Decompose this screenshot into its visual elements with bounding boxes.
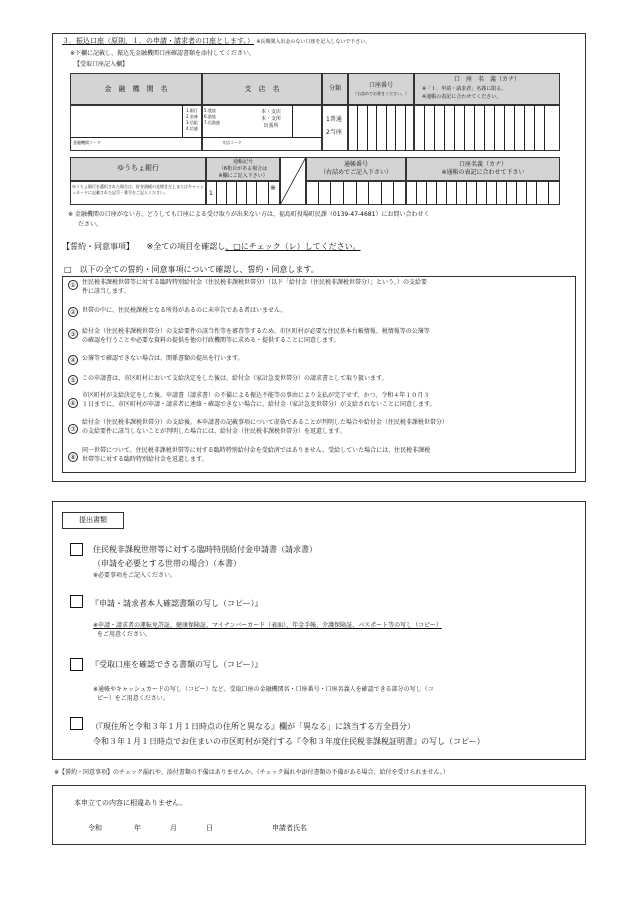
yucho-number-header-line: （右詰めでご記入下さい） xyxy=(319,169,392,176)
doc-checkbox-4[interactable] xyxy=(70,717,83,730)
pledge-agree-checkbox[interactable]: □ 以下の全ての誓約・同意事項について確認し、誓約・同意します。 xyxy=(64,265,319,274)
diagonal-slash xyxy=(280,157,306,205)
pledge-item-line: 世帯等に対する臨時特別給付金を返還します。 xyxy=(82,456,208,463)
applicant-name-label: 申請者氏名 xyxy=(272,824,307,832)
bank-type: 5.農協 xyxy=(204,108,216,113)
yucho-holder-header-line: 口座名義（カナ） xyxy=(458,161,507,168)
documents-title: 提出書類 xyxy=(79,516,107,524)
yucho-symbol-header-line: ※欄にご記入下さい） xyxy=(218,173,268,179)
yucho-symbol-header xyxy=(206,159,280,180)
yucho-title: ゆうちょ銀行 xyxy=(117,164,159,172)
yucho-description: ゆうちょ銀行を選択された場合は、貯金通帳の見開き左上またはキャッシュカードに記載された記号・番号をご記入ください。 xyxy=(72,184,204,195)
doc-item-2-note-2: をご用意ください。 xyxy=(97,631,152,638)
account-number-header: 口座番号 xyxy=(368,82,393,89)
doc-item-2-note-1: ※申請・請求者の運転免許証、健康保険証、マイナンバーカード（表面）、年金手帳、介護保険証、パスポート等の写し（コピー） xyxy=(93,622,442,629)
account-holder-note-2: ※通帳の表記に合わせてください。 xyxy=(422,94,502,100)
account-number-subheader: （右詰めでお書きください。） xyxy=(353,91,409,96)
class-option-normal[interactable]: 1普通 xyxy=(326,116,342,123)
yucho-holder-header xyxy=(406,161,560,177)
bank-type: 4.信連 xyxy=(186,126,198,131)
pledge-item-line: 公簿等で確認できない場合は、関係書類の提出を行います。 xyxy=(82,355,244,362)
yucho-mark: ※ xyxy=(270,184,276,192)
class-header: 分類 xyxy=(328,85,341,92)
pledge-item-line: 世帯の中に、住民税課税となる所得があるのに未申告である者はいません。 xyxy=(82,307,287,314)
pledge-item xyxy=(68,307,572,321)
doc-item-3-note-1: ※通帳やキャッシュカードの写し（コピー）など、受取口座の金融機関名・口座番号・口座名義人を確認できる部分の写し（コ xyxy=(93,686,434,693)
branch-type: 出張所 xyxy=(263,123,279,129)
branch-type-list xyxy=(250,109,292,130)
pledge-item xyxy=(68,420,572,442)
pledge-title xyxy=(62,243,361,252)
bank-type: 3.信組 xyxy=(186,120,198,125)
pledge-item-line: の確認を行うことや必要な資料の提供を他の行政機関等に求める・提供することに同意します。 xyxy=(82,337,340,344)
pledge-item-line: 給付金（住民税非課税世帯分）の支給要件の該当性等を審査等するため、市区町村が必要な住民基本台帳情報、税情報等の公簿等 xyxy=(82,328,430,335)
item-number: ② xyxy=(68,307,78,317)
pledge-item-line: 給付金（住民税非課税世帯分）の支給後、本申請書の記載事項について虚偽であることが判明した場合や給付金（住民税非課税世帯分） xyxy=(82,419,448,426)
yucho-symbol-header-line: 通帳記号 xyxy=(232,159,253,165)
doc-checkbox-1[interactable] xyxy=(70,543,83,556)
yucho-prefix: 1 xyxy=(209,190,213,197)
item-number: ① xyxy=(68,280,78,290)
branch-code-label: 支店コード xyxy=(222,140,242,145)
branch-name-header: 支 店 名 xyxy=(244,85,280,93)
pledge-item xyxy=(68,375,572,389)
pledge-item-line: の支給要件に該当しないことが判明した場合には、給付金（住民税非課税世帯分）を返還します。 xyxy=(82,428,346,435)
pledge-title-text: 【誓約・同意事項】 xyxy=(62,242,134,251)
yucho-table xyxy=(70,157,560,205)
bank-type: 2.金庫 xyxy=(186,114,198,119)
item-number: ⑥ xyxy=(68,398,78,408)
bank-type: 1.銀行 xyxy=(186,108,198,113)
bank-footnote-1: ※ 金融機関の口座がない方、どうしても口座による受け取りが出来ない方は、福島町役場町民課（0139-47-4681）にお問い合わせく xyxy=(68,211,430,218)
account-holder-header: 口 座 名 義（カナ） xyxy=(453,76,520,83)
doc-item-2-line-1: 『申請・請求者本人確認書類の写し（コピー）』 xyxy=(91,599,263,608)
bank-footnote-2: ださい。 xyxy=(78,221,103,228)
bank-section-title-note: ※長期間入出金のない口座を記入しないで下さい。 xyxy=(256,39,371,45)
bottom-note: ※【誓約・同意事項】のチェック漏れや、添付書類の不備はありませんか。（チェック漏れや添付書類の不備がある場合、給付を受けられません。） xyxy=(54,769,449,776)
doc-item-3-note-2: ピー）をご用意ください。 xyxy=(97,695,169,702)
doc-checkbox-2[interactable] xyxy=(70,595,83,608)
pledge-item-line: 同一世帯について、住民税非課税世帯等に対する臨時特別給付金を受給済ではありません。受給していた場合には、住民税非課税 xyxy=(82,447,431,454)
yucho-holder-header-line: ※通帳の表記に合わせて下さい xyxy=(441,169,525,176)
bank-type-list-3 xyxy=(204,108,220,126)
pledge-item-line: 件に該当します。 xyxy=(82,288,130,295)
account-holder-note-1: ※「１．申請・請求者」名義に限る。 xyxy=(422,86,507,92)
branch-type: 本・支所 xyxy=(260,116,281,122)
pledge-instruction-suffix: 、□にチェック（レ）してください。 xyxy=(225,242,361,251)
pledge-item-line: 市区町村が支給決定をした後、申請書（請求書）の不備による振込不能等の事由により支払が完了せず、かつ、令和４年１０月３ xyxy=(82,392,430,399)
pledge-item xyxy=(68,355,572,369)
doc-item-4-line-2: 令和３年１月１日時点でお住まいの市区町村が発行する『令和３年度住民税非課税証明書』の写し（コピー） xyxy=(93,737,485,746)
declaration-year: 年 xyxy=(134,824,141,832)
bank-table xyxy=(70,73,560,151)
pledge-item-line: この申請書は、市区町村において支給決定をした後は、給付金（家計急変世帯分）の請求書として取り扱います。 xyxy=(82,375,388,382)
yucho-symbol-header-line: （6桁目がある場合は xyxy=(218,166,268,172)
bank-bracket-label: 【受取口座記入欄】 xyxy=(74,61,129,68)
declaration-month: 月 xyxy=(170,824,177,832)
pledge-item-line: 住民税非課税世帯等に対する臨時特別給付金（住民税非課税世帯分）（以下「給付金（住民税非課税世帯分）」という。）の支給要 xyxy=(82,279,428,286)
yucho-number-header-line: 通帳番号 xyxy=(343,161,368,168)
bank-code-label: 金融機関コード xyxy=(73,140,101,145)
class-option-current[interactable]: 2当座 xyxy=(326,129,342,136)
pledge-instruction-prefix: ※全ての項目を確認し xyxy=(146,242,226,251)
item-number: ⑧ xyxy=(68,452,78,462)
doc-item-1-note: ※必要事項をご記入ください。 xyxy=(93,572,177,579)
bank-type: 7.信漁連 xyxy=(204,120,220,125)
applicant-name-field[interactable] xyxy=(320,818,560,834)
bank-name-header: 金 融 機 関 名 xyxy=(104,85,168,93)
bank-section-title xyxy=(62,38,370,46)
declaration-era: 令和 xyxy=(88,824,102,832)
declaration-box xyxy=(52,785,586,845)
doc-item-3-line-1: 『受取口座を確認できる書類の写し（コピー）』 xyxy=(91,660,263,669)
bank-instruction: ※下欄に記載し、振込先金融機関口座確認書類を添付してください。 xyxy=(70,50,256,57)
doc-checkbox-3[interactable] xyxy=(70,658,83,671)
pledge-item xyxy=(68,329,572,351)
branch-type: 本・支店 xyxy=(260,109,281,115)
pledge-item xyxy=(68,393,572,415)
item-number: ⑦ xyxy=(68,424,78,434)
declaration-text: 本申立ての内容に相違ありません。 xyxy=(74,799,187,807)
doc-item-4-line-1: （『現住所と令和３年１月１日時点の住所と異なる』欄が「異なる」に該当する方全員分） xyxy=(91,722,415,731)
yucho-holder-field[interactable] xyxy=(406,181,560,205)
account-holder-field[interactable] xyxy=(414,105,560,151)
declaration-day: 日 xyxy=(206,824,213,832)
item-number: ④ xyxy=(68,355,78,365)
doc-item-1-line-2: （申請を必要とする世帯の場合）（本書） xyxy=(93,559,241,568)
bank-type: 6.漁協 xyxy=(204,114,216,119)
bank-section-title-text: ３．振込口座（原則、１．の申請・請求者の口座とします。） xyxy=(62,37,254,45)
yucho-number-header xyxy=(306,161,406,177)
item-number: ③ xyxy=(68,329,78,339)
doc-item-1-line-1: 住民税非課税世帯等に対する臨時特別給付金申請書（請求書） xyxy=(93,545,317,554)
pledge-item xyxy=(68,280,572,302)
item-number: ⑤ xyxy=(68,375,78,385)
pledge-item xyxy=(68,448,572,470)
pledge-item-line: １日までに、市区町村が申請・請求者に連絡・確認できない場合に、給付金（家計急変世帯分）が支給されないことに同意します。 xyxy=(82,401,436,408)
yucho-symbol-field[interactable] xyxy=(206,181,280,205)
